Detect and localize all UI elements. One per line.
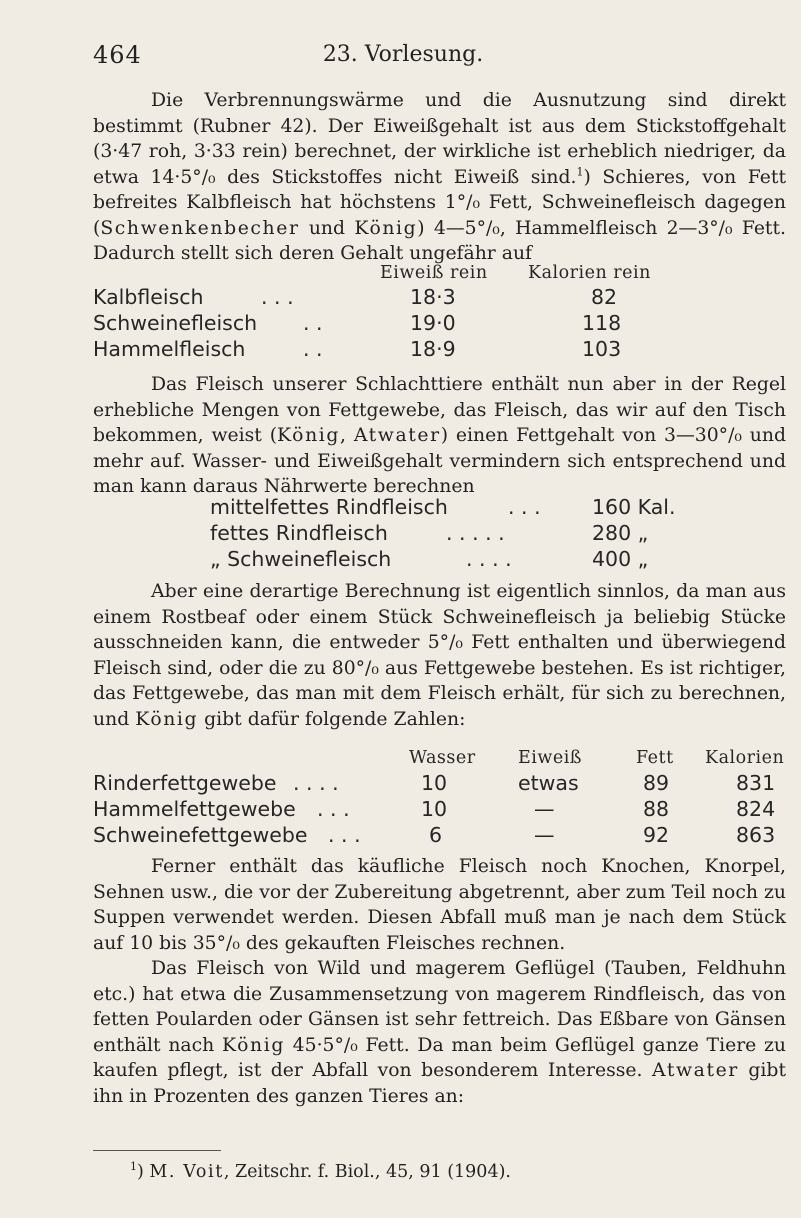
paragraph-3: Aber eine derartige Berechnung ist eigentlich sinnlos, da man aus einem Rostbeaf oder einem Stück Schweinefleisch ja beliebig Stücke ausschneiden kann, die entweder 5°/₀ Fett enthalten und überwiegend Fleisch sind, oder die zu 80°/₀ aus Fettgewebe bestehen. Es ist richtiger, das Fettgewebe, das man mit dem Fleisch erhält, für sich zu berechnen, und König gibt dafür folgende Zahlen: <box>93 581 786 730</box>
paragraph-5: Das Fleisch von Wild und magerem Geflügel (Tauben, Feldhuhn etc.) hat etwa die Zusammensetzung von magerem Rindfleisch, das von fetten Poularden oder Gänsen ist sehr fettreich. Das Eßbare von Gänsen enthält nach König 45·5°/₀ Fett. Da man beim Geflügel ganze Tiere zu kaufen pflegt, ist der Abfall von besonderem Interesse. Atwater gibt ihn in Prozenten des ganzen Tieres an: <box>93 958 787 1107</box>
leader-dots: . . <box>303 337 323 361</box>
cell-value: 400 „ <box>592 547 649 571</box>
page-number: 464 <box>93 41 142 69</box>
leader-dots: . . <box>303 311 323 335</box>
paragraph-1: Die Verbrennungswärme und die Ausnutzung sind direkt bestimmt (Rubner 42). Der Eiweißgehalt ist aus dem Stickstoffgehalt (3·47 roh, 3·33 rein) berechnet, der wirkliche ist erheblich niedriger, da etwa 14·5°/₀ des Stickstoffes nicht Eiweiß sind.$^1$) Schieres, von Fett befreites Kalbfleisch hat höchstens 1°/₀ Fett, Schweinefleisch dagegen (Schwenkenbecher und König) 4—5°/₀, Hammelfleisch 2—3°/₀ Fett. Dadurch stellt sich deren Gehalt ungefähr auf <box>93 90 786 264</box>
cell-eiweiss: 18·9 <box>410 337 456 361</box>
column-header: Kalorien <box>705 748 785 768</box>
row-label: Hammelfleisch <box>93 337 246 361</box>
table-meat-protein <box>93 260 786 365</box>
cell-kalorien: 831 <box>736 771 776 795</box>
column-header: Fett <box>636 748 674 768</box>
row-label: Schweinefleisch <box>93 311 258 335</box>
cell-eiweiss: etwas <box>518 771 579 795</box>
paragraph-2: Das Fleisch unserer Schlachttiere enthält nun aber in der Regel erhebliche Mengen von Fettgewebe, das Fleisch, das wir auf den Tisch bekommen, weist (König, Atwater) einen Fettgehalt von 3—30°/₀ und mehr auf. Wasser- und Eiweißgehalt vermindern sich entsprechend und man kann daraus Nährwerte berechnen <box>93 374 786 497</box>
page-header <box>93 38 713 72</box>
cell-value: 160 Kal. <box>592 495 676 519</box>
author-name: Atwater <box>651 1060 739 1081</box>
author-name: Atwater <box>353 425 441 446</box>
cell-kalorien: 118 <box>582 311 622 335</box>
author-name: M. Voit <box>149 1162 224 1182</box>
leader-dots: . . . <box>328 823 361 847</box>
cell-eiweiss: 19·0 <box>410 311 456 335</box>
running-title: 23. Vorlesung. <box>322 42 484 67</box>
footnote-mark: 1 <box>130 1160 137 1174</box>
footnote: $^1$) M. Voit, Zeitschr. f. Biol., 45, 91 (1904). <box>130 1160 511 1182</box>
footnote-text: , Zeitschr. f. Biol., 45, 91 (1904). <box>223 1162 511 1182</box>
cell-eiweiss: — <box>534 823 555 847</box>
column-header: Eiweiß rein <box>380 263 488 283</box>
cell-kalorien: 103 <box>582 337 622 361</box>
row-label: fettes Rindfleisch <box>210 521 388 545</box>
cell-value: 280 „ <box>592 521 649 545</box>
paragraph-4: Ferner enthält das käufliche Fleisch noch Knochen, Knorpel, Sehnen usw., die vor der Zubereitung abgetrennt, aber zum Teil noch zu Suppen verwendet werden. Diesen Abfall muß man je nach dem Stück auf 10 bis 35°/₀ des gekauften Fleisches rechnen. <box>93 856 786 954</box>
table-fat-tissue <box>93 745 786 851</box>
leader-dots: . . . <box>317 797 350 821</box>
row-label: Schweinefettgewebe <box>93 823 308 847</box>
author-name: König <box>221 1034 285 1056</box>
footnote-divider <box>93 1150 221 1151</box>
cell-fett: 88 <box>643 797 670 821</box>
cell-wasser: 10 <box>421 797 448 821</box>
column-header: Wasser <box>409 748 476 768</box>
cell-kalorien: 824 <box>736 797 776 821</box>
leader-dots: . . . . . <box>446 521 505 545</box>
leader-dots: . . . . <box>466 547 512 571</box>
leader-dots: . . . <box>261 285 294 309</box>
row-label: Rinderfettgewebe <box>93 771 277 795</box>
cell-eiweiss: 18·3 <box>410 285 456 309</box>
author-name: König <box>354 217 418 239</box>
row-label: mittelfettes Rindfleisch <box>210 495 448 519</box>
cell-eiweiss: — <box>534 797 555 821</box>
cell-fett: 89 <box>643 771 670 795</box>
row-label: Kalbfleisch <box>93 285 204 309</box>
row-label: „ Schweinefleisch <box>210 547 392 571</box>
cell-kalorien: 863 <box>736 823 776 847</box>
footnote-ref: 1 <box>576 165 584 179</box>
cell-fett: 92 <box>643 823 670 847</box>
table-beef-calories <box>210 494 690 576</box>
author-name: König <box>277 425 340 446</box>
cell-wasser: 6 <box>429 823 443 847</box>
column-header: Kalorien rein <box>528 263 651 283</box>
leader-dots: . . . <box>508 495 541 519</box>
row-label: Hammelfettgewebe <box>93 797 296 821</box>
author-name: Schwenkenbecher <box>100 217 300 239</box>
cell-kalorien: 82 <box>591 285 618 309</box>
leader-dots: . . . . <box>293 771 339 795</box>
author-name: König <box>135 708 199 730</box>
column-header: Eiweiß <box>518 748 582 768</box>
cell-wasser: 10 <box>421 771 448 795</box>
